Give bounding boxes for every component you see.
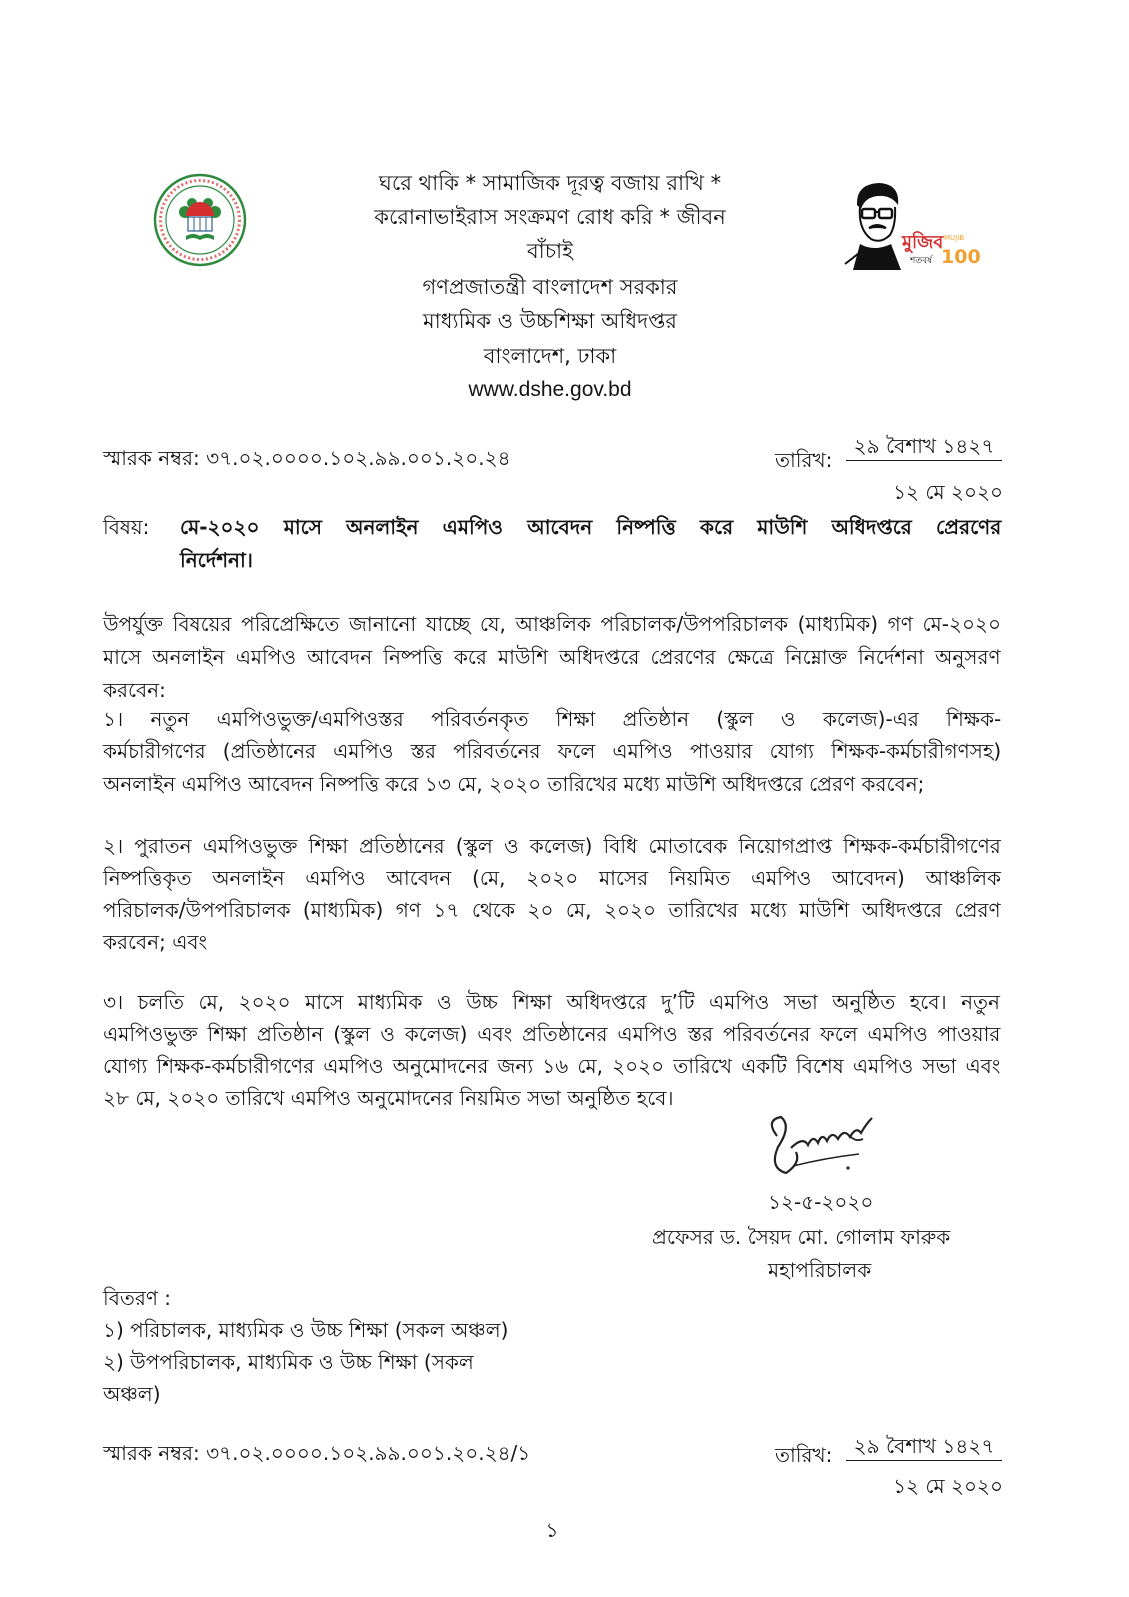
instruction-2-line: নিষ্পত্তিকৃত অনলাইন এমপিও আবেদন (মে, ২০২০ মাসের নিয়মিত এমপিও আবেদন) আঞ্চলিক (103, 866, 1001, 890)
memo-copy-number-label: স্মারক নম্বর: (103, 1441, 200, 1465)
mujib-borsho-icon (845, 178, 981, 270)
signatory-name: প্রফেসর ড. সৈয়দ মো. গোলাম ফারুক (652, 1225, 951, 1249)
copy-date-label: তারিখ: (775, 1443, 833, 1467)
website-url: www.dshe.gov.bd (468, 378, 632, 401)
instruction-3-line: যোগ্য শিক্ষক-কর্মচারীগণের এমপিও অনুমোদনের জন্য ১৬ মে, ২০২০ তারিখে একটি বিশেষ এমপিও সভা এবং (103, 1054, 1001, 1078)
instruction-1-line: কর্মচারীগণের (প্রতিষ্ঠানের এমপিও স্তর পরিবর্তনের ফলে এমপিও পাওয়ার যোগ্য শিক্ষক-কর্মচারীগণসহ) (103, 739, 1002, 763)
memo-number-label: স্মারক নম্বর: (103, 446, 200, 470)
date-bangla: ২৯ বৈশাখ ১৪২৭ (846, 432, 1002, 461)
slogan-line: করোনাভাইরাস সংক্রমণ রোধ করি * জীবন (374, 205, 726, 229)
copy-date-gregorian-cropped (853, 1470, 1003, 1498)
intro-line: করবেন: (103, 678, 166, 702)
memo-copy-number-value: ৩৭.০২.০০০০.১০২.৯৯.০০১.২০.২৪/১ (206, 1441, 531, 1465)
memo-number (103, 442, 511, 474)
memo-number-value: ৩৭.০২.০০০০.১০২.৯৯.০০১.২০.২৪ (206, 446, 511, 470)
mujib-lettering: মুজিব (902, 232, 944, 253)
instruction-3-line: ২৮ মে, ২০২০ তারিখে এমপিও অনুমোদনের নিয়মিত সভা অনুষ্ঠিত হবে। (103, 1086, 674, 1110)
memo-copy-number (103, 1437, 530, 1469)
instruction-2-line: করবেন; এবং (103, 930, 208, 954)
copy-date-bangla: ২৯ বৈশাখ ১৪২৭ (846, 1432, 1002, 1461)
handwritten-signature (755, 1106, 887, 1190)
distribution-label: বিতরণ : (103, 1286, 172, 1310)
department-name: মাধ্যমিক ও উচ্চশিক্ষা অধিদপ্তর (422, 309, 677, 333)
intro-line: মাসে অনলাইন এমপিও আবেদন নিষ্পত্তি করে মাউশি অধিদপ্তরে প্রেরণের ক্ষেত্রে নিম্নোক্ত নির্দেশনা অনুসরণ (103, 645, 1001, 669)
distribution-item: ২) উপপরিচালক, মাধ্যমিক ও উচ্চ শিক্ষা (সকল (103, 1350, 474, 1374)
distribution-item: অঞ্চল) (103, 1382, 161, 1406)
instruction-2-line: ২। পুরাতন এমপিওভুক্ত শিক্ষা প্রতিষ্ঠানের (স্কুল ও কলেজ) বিধি মোতাবেক নিয়োগপ্রাপ্ত শিক্ষক-কর্মচারীগণের (103, 834, 1001, 858)
mujib-en-lettering: MUJIB (944, 234, 965, 242)
signature-date: ১২-৫-২০২০ (768, 1190, 874, 1214)
instruction-1-line: ১। নতুন এমপিওভুক্ত/এমপিওস্তর পরিবর্তনকৃত শিক্ষা প্রতিষ্ঠান (স্কুল ও কলেজ)-এর শিক্ষক- (103, 707, 1002, 731)
subject-line: মে-২০২০ মাসে অনলাইন এমপিও আবেদন নিষ্পত্তি করে মাউশি অধিদপ্তরে প্রেরণের (180, 515, 1002, 539)
instruction-2-line: পরিচালক/উপপরিচালক (মাধ্যমিক) গণ ১৭ থেকে ২০ মে, ২০২০ তারিখের মধ্যে মাউশি অধিদপ্তরে প্রেরণ (103, 898, 1001, 922)
instruction-1-line: অনলাইন এমপিও আবেদন নিষ্পত্তি করে ১৩ মে, ২০২০ তারিখের মধ্যে মাউশি অধিদপ্তরে প্রেরণ করবেন; (103, 772, 925, 796)
page-number: ১ (545, 1518, 559, 1542)
instruction-3-line: ৩। চলতি মে, ২০২০ মাসে মাধ্যমিক ও উচ্চ শিক্ষা অধিদপ্তরে দু’টি এমপিও সভা অনুষ্ঠিত হবে। নতুন (103, 990, 1000, 1014)
office-location: বাংলাদেশ, ঢাকা (483, 344, 617, 368)
shotoborsho-lettering: শতবর্ষ (910, 256, 933, 266)
dshe-emblem-icon (152, 172, 248, 268)
date-gregorian: ১২ মে ২০২০ (893, 480, 1003, 504)
slogan-line: ঘরে থাকি * সামাজিক দূরত্ব বজায় রাখি * (378, 171, 722, 195)
subject-line: নির্দেশনা। (180, 548, 253, 572)
portrait-sketch (845, 183, 901, 270)
government-name: গণপ্রজাতন্ত্রী বাংলাদেশ সরকার (422, 275, 678, 299)
hundred-lettering: 100 (941, 246, 981, 268)
subject-label: বিষয়: (103, 515, 150, 539)
copy-date-gregorian: ১২ মে ২০২০ (893, 1474, 1003, 1498)
slogan-line: বাঁচাই (526, 239, 574, 263)
instruction-3-line: এমপিওভুক্ত শিক্ষা প্রতিষ্ঠান (স্কুল ও কলেজ) এবং প্রতিষ্ঠানের এমপিও স্তর পরিবর্তনের ফলে এমপিও পাওয়ার (103, 1022, 1001, 1046)
intro-line: উপর্যুক্ত বিষয়ের পরিপ্রেক্ষিতে জানানো যাচ্ছে যে, আঞ্চলিক পরিচালক/উপপরিচালক (মাধ্যমিক) গণ মে-২০২০ (103, 612, 1001, 636)
distribution-item: ১) পরিচালক, মাধ্যমিক ও উচ্চ শিক্ষা (সকল অঞ্চল) (103, 1318, 509, 1342)
date-label: তারিখ: (775, 448, 833, 472)
signatory-designation: মহাপরিচালক (768, 1258, 872, 1282)
